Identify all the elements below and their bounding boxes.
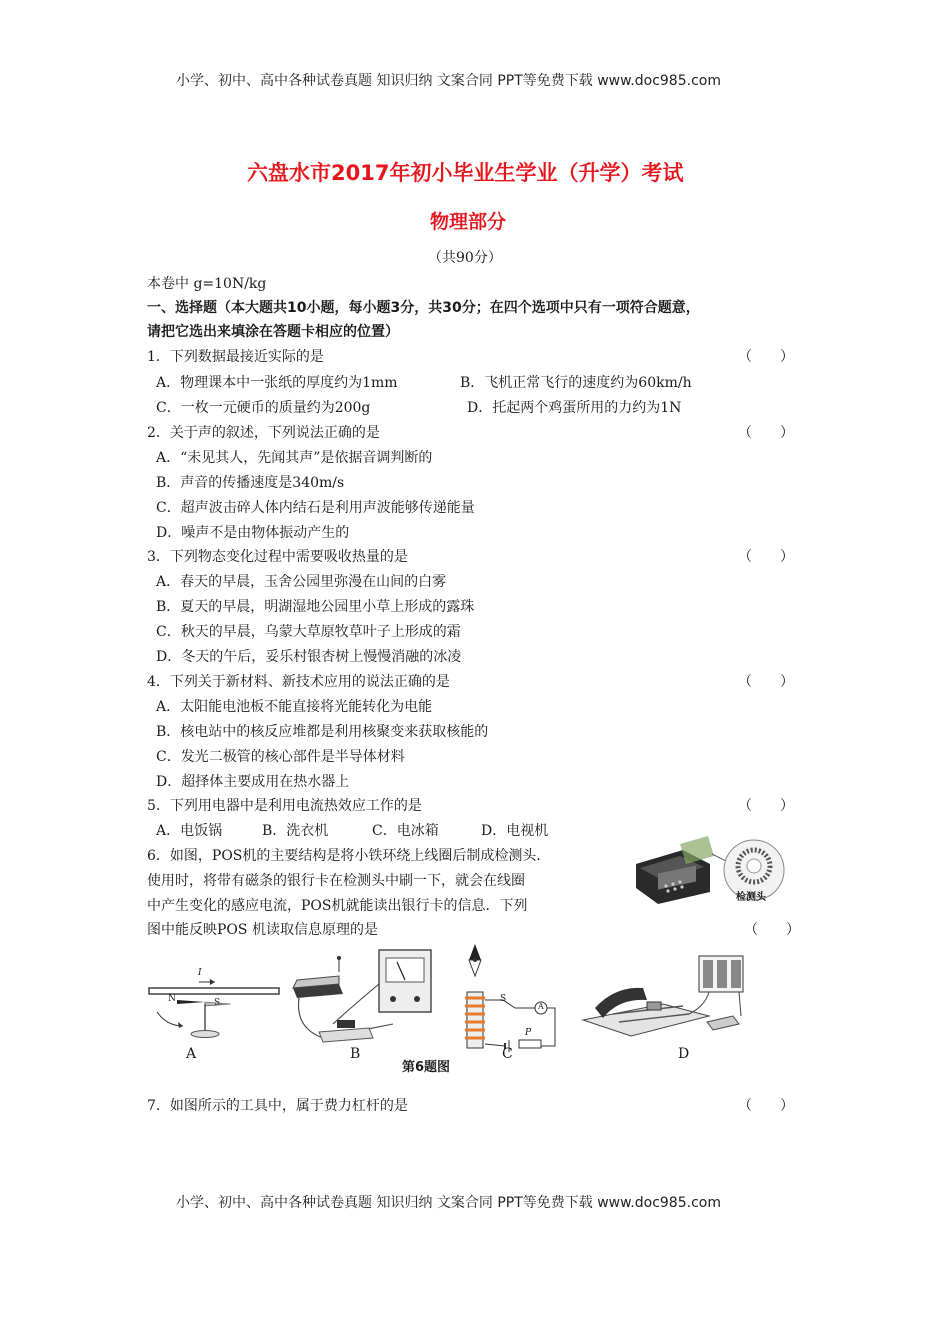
q2-option-c: C．超声波击碎人体内结石是利用声波能够传递能量 bbox=[156, 500, 475, 516]
q4-answer-paren: （ ） bbox=[738, 674, 794, 690]
fig-c-label-a: A bbox=[538, 1002, 544, 1011]
q5-option-c: C．电冰箱 bbox=[372, 823, 439, 839]
section-heading-line1: 一、选择题（本大题共10小题，每小题3分，共30分；在四个选项中只有一项符合题意， bbox=[147, 300, 700, 316]
battery-pack bbox=[699, 956, 743, 992]
fig-a-label-n: N bbox=[168, 994, 176, 1004]
q7-stem: 7．如图所示的工具中，属于费力杠杆的是 bbox=[147, 1098, 408, 1114]
q6-figure bbox=[143, 944, 747, 1074]
q5-stem: 5．下列用电器中是利用电流热效应工作的是 bbox=[147, 798, 422, 814]
fig-label-c: C bbox=[502, 1046, 513, 1062]
section-heading-line2: 请把它选出来填涂在答题卡相应的位置） bbox=[147, 324, 399, 340]
q4-option-c: C．发光二极管的核心部件是半导体材料 bbox=[156, 749, 405, 765]
q6-line4: 图中能反映POS 机读取信息原理的是 bbox=[147, 922, 378, 938]
page-footer: 小学、初中、高中各种试卷真题 知识归纳 文案合同 PPT等免费下载 www.doc985.com bbox=[176, 1195, 721, 1211]
q3-option-a: A．春天的早晨，玉舍公园里弥漫在山间的白雾 bbox=[156, 574, 447, 590]
q2-answer-paren: （ ） bbox=[738, 425, 794, 441]
q6-line3: 中产生变化的感应电流，POS机就能读出银行卡的信息．下列 bbox=[147, 898, 528, 914]
q1-option-d: D．托起两个鸡蛋所用的力约为1N bbox=[467, 400, 682, 416]
figure-caption: 第6题图 bbox=[402, 1060, 451, 1075]
q6-line1: 6．如图，POS机的主要结构是将小铁环绕上线圈后制成检测头． bbox=[147, 848, 551, 864]
fig-label-d: D bbox=[678, 1046, 690, 1062]
q3-stem: 3．下列物态变化过程中需要吸收热量的是 bbox=[147, 549, 408, 565]
q3-option-b: B．夏天的早晨，明湖湿地公园里小草上形成的露珠 bbox=[156, 599, 475, 615]
q4-option-d: D．超择体主要成用在热水器上 bbox=[156, 774, 350, 790]
g-note: 本卷中 g=10N/kg bbox=[147, 276, 267, 292]
q3-answer-paren: （ ） bbox=[738, 549, 794, 565]
q7-answer-paren: （ ） bbox=[738, 1098, 794, 1114]
q2-stem: 2．关于声的叙述，下列说法正确的是 bbox=[147, 425, 380, 441]
q2-option-b: B．声音的传播速度是340m/s bbox=[156, 475, 345, 491]
q4-stem: 4．下列关于新材料、新技术应用的说法正确的是 bbox=[147, 674, 450, 690]
fig-c-label-p: P bbox=[525, 1028, 532, 1038]
exam-subtitle: 物理部分 bbox=[430, 211, 507, 233]
q6-answer-paren: （ ） bbox=[744, 922, 800, 938]
q4-option-a: A．太阳能电池板不能直接将光能转化为电能 bbox=[156, 699, 433, 715]
detector-head-label: 检测头 bbox=[736, 892, 766, 903]
fig-a-label-s: S bbox=[214, 998, 221, 1008]
fig-c-label-s: S bbox=[500, 994, 507, 1004]
q2-option-a: A．“未见其人，先闻其声”是依据音调判断的 bbox=[156, 450, 433, 466]
q1-option-c: C．一枚一元硬币的质量约为200g bbox=[156, 400, 371, 416]
page-header: 小学、初中、高中各种试卷真题 知识归纳 文案合同 PPT等免费下载 www.doc985.com bbox=[176, 73, 721, 89]
fig-a-label-i: I bbox=[198, 968, 202, 978]
q1-option-a: A．物理课本中一张纸的厚度约为1mm bbox=[156, 375, 398, 391]
fig-label-a: A bbox=[186, 1046, 197, 1062]
q5-option-b: B．洗衣机 bbox=[262, 823, 329, 839]
q1-option-b: B．飞机正常飞行的速度约为60km/h bbox=[460, 375, 692, 391]
q4-option-b: B．核电站中的核反应堆都是利用核聚变来获取核能的 bbox=[156, 724, 489, 740]
q1-stem: 1．下列数据最接近实际的是 bbox=[147, 349, 324, 365]
total-score: （共90分） bbox=[428, 250, 502, 266]
q3-option-c: C．秋天的早晨，乌蒙大草原牧草叶子上形成的霜 bbox=[156, 624, 461, 640]
q3-option-d: D．冬天的午后，妥乐村银杏树上慢慢消融的冰凌 bbox=[156, 649, 462, 665]
exam-title: 六盘水市2017年初小毕业生学业（升学）考试 bbox=[247, 161, 684, 185]
q5-option-d: D．电视机 bbox=[481, 823, 549, 839]
q6-line2: 使用时，将带有磁条的银行卡在检测头中刷一下，就会在线圈 bbox=[147, 873, 525, 889]
fig-label-b: B bbox=[350, 1046, 361, 1062]
q5-answer-paren: （ ） bbox=[738, 798, 794, 814]
q2-option-d: D．噪声不是由物体振动产生的 bbox=[156, 525, 350, 541]
q1-answer-paren: （ ） bbox=[738, 349, 794, 365]
q5-option-a: A．电饭锅 bbox=[156, 823, 223, 839]
